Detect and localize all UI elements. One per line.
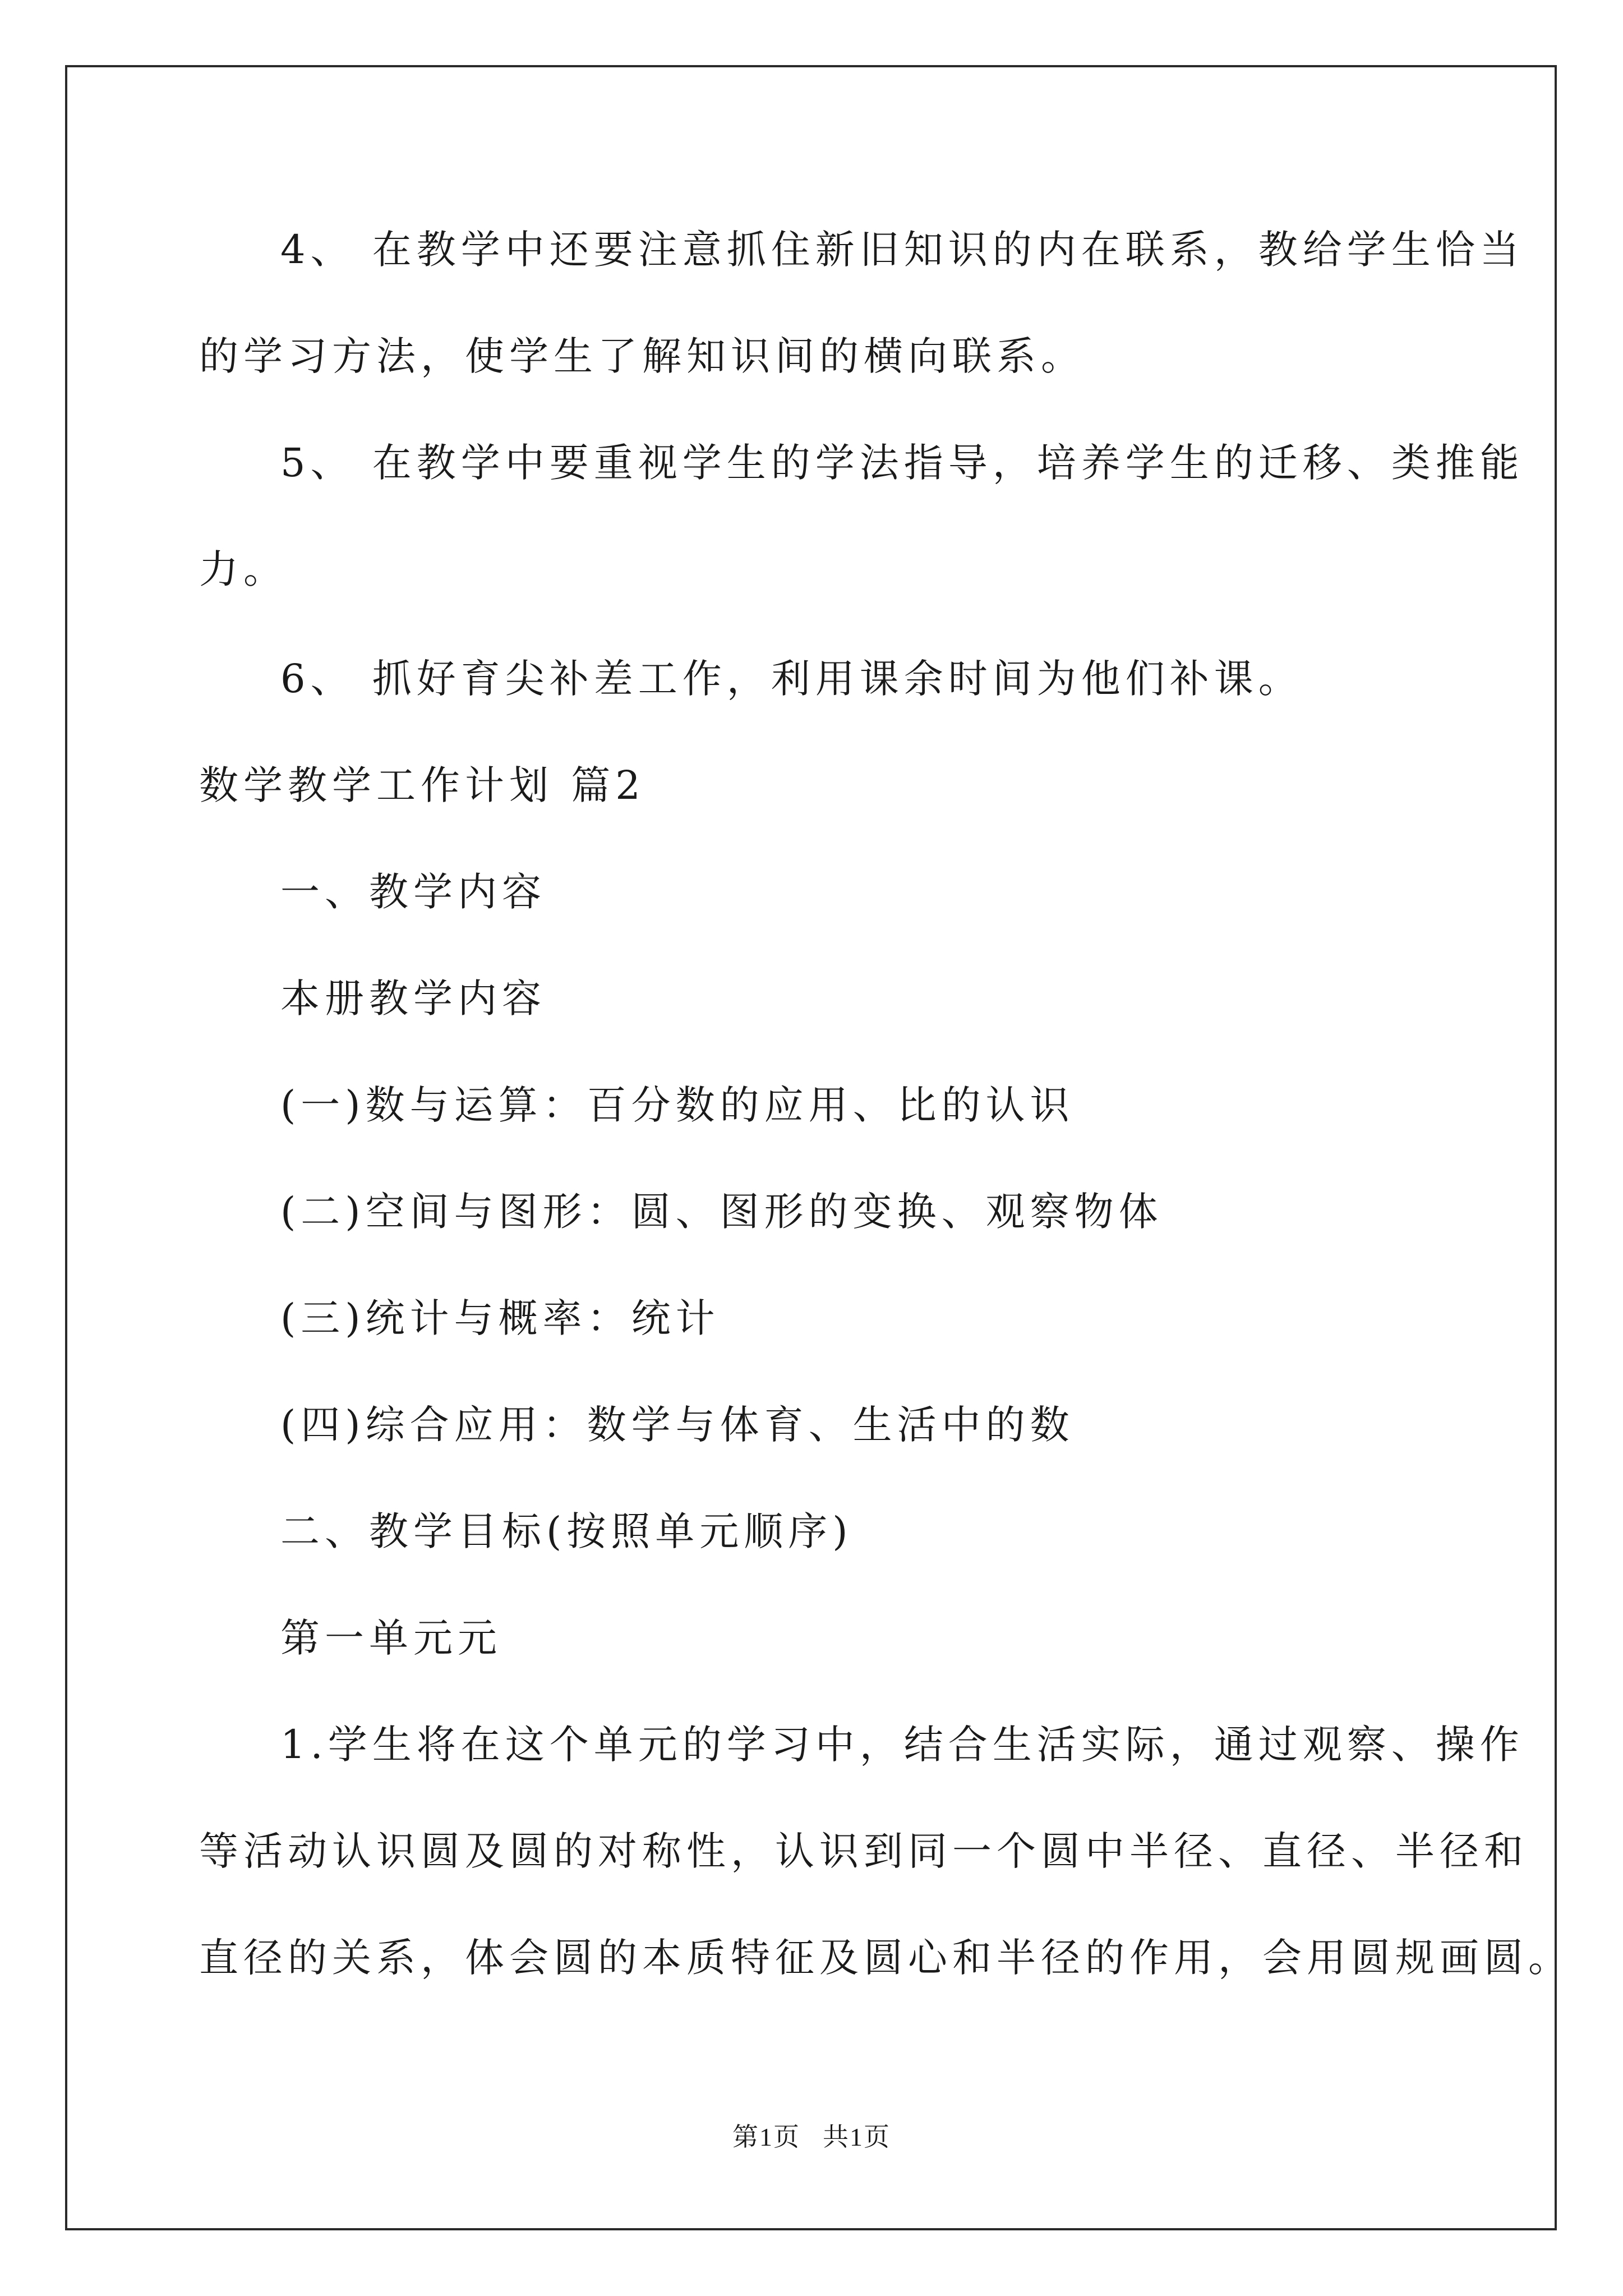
- paragraph-line: (一)数与运算：百分数的应用、比的认识: [280, 1082, 1075, 1128]
- page-footer: [0, 2120, 1623, 2154]
- page-number-total: 共1页: [823, 2123, 891, 2151]
- paragraph-line: 4、 在教学中还要注意抓住新旧知识的内在联系，教给学生恰当: [280, 227, 1524, 273]
- paragraph-line: (三)统计与概率：统计: [280, 1295, 720, 1341]
- paragraph-line: 力。: [199, 546, 288, 592]
- paragraph-line: 1.学生将在这个单元的学习中，结合生活实际，通过观察、操作: [280, 1722, 1524, 1768]
- paragraph-line: 一、教学内容: [280, 869, 546, 915]
- paragraph-line: 5、 在教学中要重视学生的学法指导，培养学生的迁移、类推能: [280, 440, 1524, 486]
- paragraph-line: 本册教学内容: [280, 976, 546, 1022]
- paragraph-line: 直径的关系，体会圆的本质特征及圆心和半径的作用，会用圆规画圆。: [199, 1935, 1573, 1981]
- paragraph-line: (四)综合应用：数学与体育、生活中的数: [280, 1402, 1075, 1448]
- paragraph-line: 的学习方法，使学生了解知识间的横向联系。: [199, 333, 1085, 379]
- paragraph-line: 等活动认识圆及圆的对称性，认识到同一个圆中半径、直径、半径和: [199, 1828, 1528, 1874]
- paragraph-line: 6、 抓好育尖补差工作，利用课余时间为他们补课。: [280, 656, 1303, 702]
- paragraph-line: 第一单元元: [280, 1615, 502, 1661]
- paragraph-line: 二、教学目标(按照单元顺序): [280, 1508, 853, 1554]
- page-border: [65, 65, 1557, 2230]
- page-number-current: 第1页: [732, 2123, 800, 2151]
- paragraph-line: (二)空间与图形：圆、图形的变换、观察物体: [280, 1189, 1163, 1235]
- section-heading: 数学教学工作计划 篇2: [199, 762, 645, 808]
